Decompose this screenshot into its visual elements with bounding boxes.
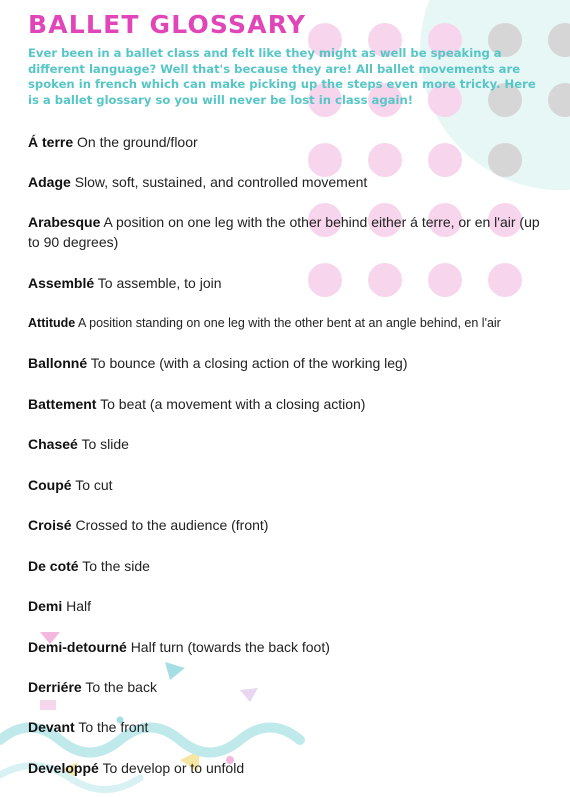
glossary-entry xyxy=(28,717,548,737)
glossary-term: Battement xyxy=(28,396,97,412)
page-title: BALLET GLOSSARY xyxy=(28,10,307,39)
glossary-term: Demi xyxy=(28,598,63,614)
glossary-entry xyxy=(28,394,548,414)
glossary-term: Developpé xyxy=(28,760,99,776)
glossary-definition: Half xyxy=(66,598,92,614)
glossary-term: Assemblé xyxy=(28,275,95,291)
glossary-term: Devant xyxy=(28,719,75,735)
glossary-term: Chaseé xyxy=(28,436,78,452)
glossary-term: Attitude xyxy=(28,316,76,330)
glossary-definition: To the side xyxy=(82,558,150,574)
glossary-term: Ballonné xyxy=(28,355,88,371)
glossary-entry xyxy=(28,677,548,697)
glossary-definition: To the front xyxy=(78,719,149,735)
glossary-definition: A position on one leg with the other behind either á terre, or en l'air (up to 90 degrees) xyxy=(28,214,540,250)
glossary-entry xyxy=(28,313,548,333)
glossary-term: Á terre xyxy=(28,134,74,150)
glossary-definition: To bounce (with a closing action of the working leg) xyxy=(90,355,408,371)
glossary-definition: To slide xyxy=(81,436,129,452)
glossary-entry xyxy=(28,172,548,192)
glossary-definition: To assemble, to join xyxy=(97,275,222,291)
glossary-entry xyxy=(28,132,548,152)
glossary-entry xyxy=(28,273,548,293)
glossary-entry xyxy=(28,637,548,657)
glossary-entry xyxy=(28,212,548,252)
glossary-entry xyxy=(28,434,548,454)
glossary-entry xyxy=(28,353,548,373)
glossary-entry xyxy=(28,758,548,778)
glossary-definition: To the back xyxy=(85,679,157,695)
glossary-term: Coupé xyxy=(28,477,72,493)
glossary-term: Derriére xyxy=(28,679,82,695)
glossary-definition: To beat (a movement with a closing action) xyxy=(100,396,366,412)
glossary-entry xyxy=(28,596,548,616)
intro-paragraph: Ever been in a ballet class and felt like they might as well be speaking a different language? Well that's because they are! All ballet movements are spoken in french which can make picking up the steps even more tricky. Here is a ballet glossary so you will never be lost in class again! xyxy=(28,46,536,107)
glossary-definition: A position standing on one leg with the other bent at an angle behind, en l'air xyxy=(78,316,501,330)
glossary-entry xyxy=(28,556,548,576)
glossary-definition: Crossed to the audience (front) xyxy=(75,517,269,533)
page-content xyxy=(0,0,570,108)
glossary-definition: To cut xyxy=(75,477,113,493)
glossary-term: Adage xyxy=(28,174,71,190)
glossary-definition: Slow, soft, sustained, and controlled movement xyxy=(74,174,368,190)
glossary-definition: Half turn (towards the back foot) xyxy=(130,639,330,655)
glossary-term: Arabesque xyxy=(28,214,101,230)
glossary-term: Croisé xyxy=(28,517,72,533)
glossary-entry xyxy=(28,475,548,495)
glossary-entry xyxy=(28,515,548,535)
glossary-definition: On the ground/floor xyxy=(77,134,198,150)
glossary-term: De coté xyxy=(28,558,79,574)
glossary-term: Demi-detourné xyxy=(28,639,127,655)
glossary-definition: To develop or to unfold xyxy=(102,760,245,776)
